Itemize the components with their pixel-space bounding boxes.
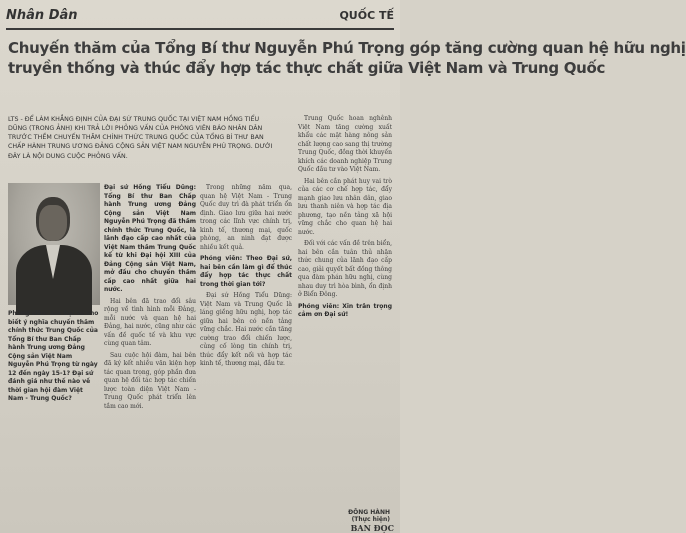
page-header bbox=[6, 6, 394, 30]
paragraph: Sau cuộc hội đàm, hai bên đã ký kết nhiều văn kiện hợp tác quan trọng, góp phần đưa quan hệ đối tác hợp tác chiến lược toàn diện Việt Nam - Trung Quốc phát triển lên tầm cao mới. bbox=[104, 351, 196, 410]
paragraph: Đại sứ Hồng Tiểu Dũng: Việt Nam và Trung Quốc là láng giềng hữu nghị, hợp tác giữa hai bên có nền tảng vững chắc. Hai nước cần tăng cường trao đổi chiến lược, củng cố lòng tin chính trị, thúc đẩy kết nối và hợp tác kinh tế, thương mại, đầu tư. bbox=[200, 292, 292, 368]
closing-question: Phóng viên: Xin trân trọng cảm ơn Đại sứ! bbox=[298, 302, 392, 319]
paragraph: Trong những năm qua, quan hệ Việt Nam - Trung Quốc duy trì đà phát triển ổn định. Giao lưu giữa hai nước trong các lĩnh vực chính trị, kinh tế, thương mại, quốc phòng, an ninh đạt được nhiều kết quả. bbox=[200, 184, 292, 251]
byline bbox=[348, 509, 390, 523]
paragraph: Đối với các vấn đề trên biển, hai bên cần tuân thủ nhận thức chung của lãnh đạo cấp cao, giải quyết bất đồng thông qua đàm phán hữu nghị, cùng nhau duy trì hòa bình, ổn định ở Biển Đông. bbox=[298, 240, 392, 299]
article-column-2 bbox=[104, 184, 196, 414]
paragraph: Hai bên đã trao đổi sâu rộng về tình hình mỗi Đảng, mỗi nước và quan hệ hai Đảng, hai nước, cũng như các vấn đề quốc tế và khu vực cùng quan tâm. bbox=[104, 297, 196, 348]
paragraph: Đại sứ Hồng Tiểu Dũng: Tổng Bí thư Ban Chấp hành Trung ương Đảng Cộng sản Việt Nam Nguyễn Phú Trọng đã thăm chính thức Trung Quốc, là lãnh đạo cấp cao nhất của Việt Nam thăm Trung Quốc kể từ khi Đại hội XIII của Đảng Cộng sản Việt Nam, mở đầu cho chuyến thăm cấp cao nhất giữa hai nước. bbox=[104, 184, 197, 294]
article-column-3 bbox=[200, 184, 292, 372]
article-column-4 bbox=[298, 115, 392, 323]
lede-paragraph: LTS - ĐỂ LÀM KHẲNG ĐỊNH CỦA ĐẠI SỨ TRUNG QUỐC TẠI VIỆT NAM HỒNG TIỂU DŨNG (TRONG ẢNH) KHI TRẢ LỜI PHỎNG VẤN CỦA PHÓNG VIÊN BÁO NHÂN DÂN TRƯỚC THỀM CHUYẾN THĂM CHÍNH THỨC TRUNG QUỐC CỦA TỔNG BÍ THƯ BAN CHẤP HÀNH TRUNG ƯƠNG ĐẢNG CỘNG SẢN VIỆT NAM NGUYỄN PHÚ TRỌNG. DƯỚI ĐÂY LÀ NỘI DUNG CUỘC PHỎNG VẤN. bbox=[8, 116, 273, 160]
ambassador-photo bbox=[8, 183, 100, 305]
photo-caption-question: Phóng viên: Xin Đại sứ cho biết ý nghĩa chuyến thăm chính thức Trung Quốc của Tổng Bí thư Ban Chấp hành Trung ương Đảng Cộng sản Việt Nam Nguyễn Phú Trọng từ ngày 12 đến ngày 15-1? Đại sứ đánh giá như thế nào về thời gian hội đàm Việt Nam - Trung Quốc? bbox=[8, 310, 99, 403]
question-paragraph: Phóng viên: Theo Đại sứ, hai bên cần làm gì để thúc đẩy hợp tác thực chất trong thời gian tới? bbox=[200, 255, 292, 288]
headline bbox=[8, 38, 686, 79]
photo-face bbox=[39, 205, 67, 241]
byline-author: ĐÔNG HÀNH bbox=[348, 509, 390, 516]
headline-line-1: Chuyến thăm của Tổng Bí thư Nguyễn Phú Trọng góp tăng cường quan hệ hữu nghị bbox=[8, 39, 686, 57]
headline-line-2: truyền thống và thúc đẩy hợp tác thực chất giữa Việt Nam và Trung Quốc bbox=[8, 59, 606, 78]
paragraph: Hai bên cần phát huy vai trò của các cơ chế hợp tác, đẩy mạnh giao lưu nhân dân, giao lưu thanh niên và hợp tác địa phương, tạo nền tảng xã hội vững chắc cho quan hệ hai nước. bbox=[298, 177, 392, 236]
byline-role: (Thực hiện) bbox=[351, 516, 390, 523]
masthead: Nhân Dân bbox=[6, 8, 78, 23]
paragraph: Trung Quốc hoan nghênh Việt Nam tăng cường xuất khẩu các mặt hàng nông sản chất lượng cao sang thị trường Trung Quốc, đồng thời khuyến khích các doanh nghiệp Trung Quốc đầu tư vào Việt Nam. bbox=[298, 115, 392, 174]
section-label: QUỐC TẾ bbox=[339, 9, 394, 22]
footer-label: BAN ĐỌC bbox=[350, 523, 394, 533]
